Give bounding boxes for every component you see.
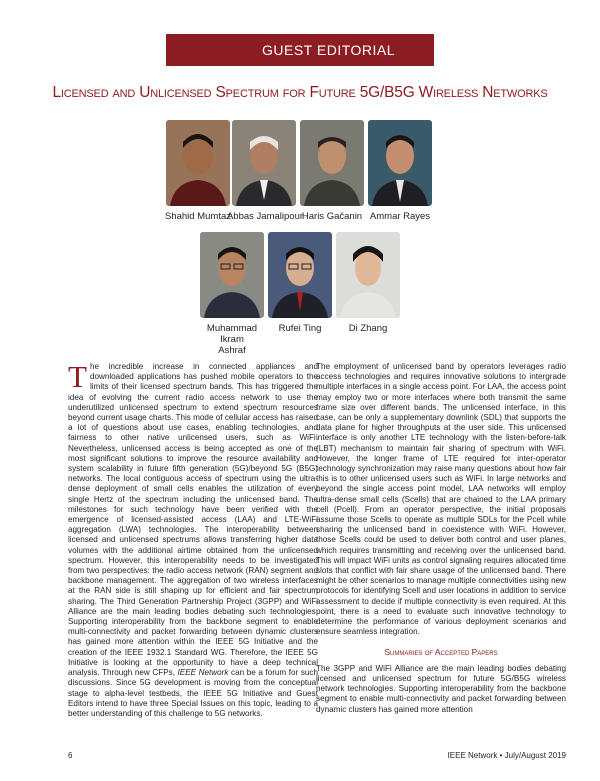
editor-photo-2 bbox=[232, 120, 296, 206]
editor-name-6: Rufei Ting bbox=[278, 323, 322, 334]
article-title: Licensed and Unlicensed Spectrum for Future 5G/B5G Wireless Networks bbox=[52, 84, 548, 101]
editor-photo-3 bbox=[300, 120, 364, 206]
editor-name-5-line1: Muhammad Ikram bbox=[206, 323, 258, 345]
editor-photo-5 bbox=[200, 232, 264, 318]
body-column-right bbox=[316, 362, 566, 725]
editor-name-5 bbox=[196, 323, 268, 356]
section-banner bbox=[166, 34, 434, 66]
paragraph: The 3GPP and WiFi Alliance are the main leading bodies debating licensed and unlicensed spectrum for future 5G/B5G wireless network technologies. Supporting interoperability from the backbone segment to enable multi-connectivity and packet forwarding between dynamic clusters has gained more attention bbox=[316, 663, 566, 714]
banner-label: GUEST EDITORIAL bbox=[262, 42, 396, 58]
editor-photo-4 bbox=[368, 120, 432, 206]
body-column-left bbox=[68, 359, 318, 729]
editor-name-3: Haris Gačanin bbox=[301, 211, 363, 222]
editor-name-7: Di Zhang bbox=[348, 323, 388, 334]
editor-name-1: Shahid Mumtaz bbox=[164, 211, 231, 222]
drop-cap: T bbox=[68, 359, 87, 394]
editor-name-2: Abbas Jamalipour bbox=[226, 211, 304, 222]
paragraph-text-end: can be a forum for such discussions. Since 5G development is moving from the conceptual stage to alpha-level testbeds, the IEEE 5G Initiative and Guest Editors intend to have three Special Issues on this topic, leading to a better understanding of this challenge to 5G networks. bbox=[68, 668, 318, 718]
editor-photo-6 bbox=[268, 232, 332, 318]
journal-name: IEEE Network bbox=[177, 668, 229, 678]
editor-photo-7 bbox=[336, 232, 400, 318]
section-heading: Summaries of Accepted Papers bbox=[384, 647, 498, 658]
page-number: 6 bbox=[68, 751, 73, 760]
editor-name-5-line2: Ashraf bbox=[218, 345, 246, 356]
footer-journal: IEEE Network • July/August 2019 bbox=[447, 751, 566, 760]
paragraph bbox=[68, 359, 318, 719]
paragraph: The employment of unlicensed band by operators leverages radio access technologies and requires innovative solutions to intergrade multiple interfaces in a single access point. For LAA, the access point may employ two or more interfaces where both transmit the same frame size over different bands. The unlicensed interface, in this case, can be only a supplementary downlink (SDL) that supports the data plane for higher throughputs at the user side. This unlicensed interface is only another LTE technology with the listen-before-talk (LBT) mechanism to maintain fair sharing of spectrum with WiFi. However, the longer frame of LTE required for inter-operator technology synchronization may raise many questions about how fair this is to other unlicensed users such as WiFi. In large networks and beyond the single access point model, LAA networks will employ ultra-dense small cells (Scells) that are chained to the LAA primary cell (Pcell). From an operator perspective, the initial proposals assume those Scells to operate as multiple SDLs for the Pcell while sharing the unlicensed band in coexistence with WiFi. However, those Scells could be used to deliver both control and user planes, which requires transmitting and receiving over the unlicensed band. This will impact WiFi units as control signaling requires allocated time slots that conflict with fair share usage of the unlicensed band. There might be other scenarios to manage multiple connectivities using new protocols for identifying Scell and user locations in addition to service assessment to decide if multiple connectivity is even required. At this point, there is a need to evaluate such innovative technology to determine the performance of various deployment scenarios and ensure seamless integration. bbox=[316, 362, 566, 637]
editor-name-4: Ammar Rayes bbox=[369, 211, 431, 222]
paragraph-text: he incredible increase in connected appliances and downloaded applications has pushed mobile operators to the limits of their licensed spectrum bands. This has triggered the idea of evolving the current radio access network to use the underutilized unlicensed spectrum to extend spectrum resources beyond current usage charts. This mode of cellular access has raised a lot of questions about use cases, enabling technologies, and fairness to other native unlicensed users, such as WiFi. Nevertheless, unlicensed access is being accepted as one of the most significant solutions to improve the resource availability and system scalability in future fifth generation (5G)/beyond 5G (B5G) networks. The local contiguous access of spectrum using the ultra-dense deployment of small cells enables the utilization of every single Hertz of the spectrum including the unlicensed band. The milestones for such technology have been verified with the emergence of licensed-assisted access (LAA) and LTE-WiFi aggregation (LWA) technologies. The interoperability between licensed and unlicensed spectrums allows transferring higher data volumes with the additional airtime obtained from the unlicensed spectrum. However, this interoperability needs to be investigated from two perspectives: the radio access network (RAN) segment and backbone management. The aggregation of two wireless interfaces at the RAN side is still shaping up for efficient and fair spectrum sharing. The Third Generation Partnership Project (3GPP) and WiFi Alliance are the main leading bodies debating such technologies. Supporting interoperability from the backbone segment to enable multi-connectivity and packet forwarding between dynamic clusters has gained more attention within the IEEE 5G Initiative and the creation of the IEEE 1932.1 Standard WG. Therefore, the IEEE 5G Initiative is looking at the opportunity to have a deep technical analysis. Through new CFPs, bbox=[68, 362, 318, 678]
editor-photo-1 bbox=[166, 120, 230, 206]
